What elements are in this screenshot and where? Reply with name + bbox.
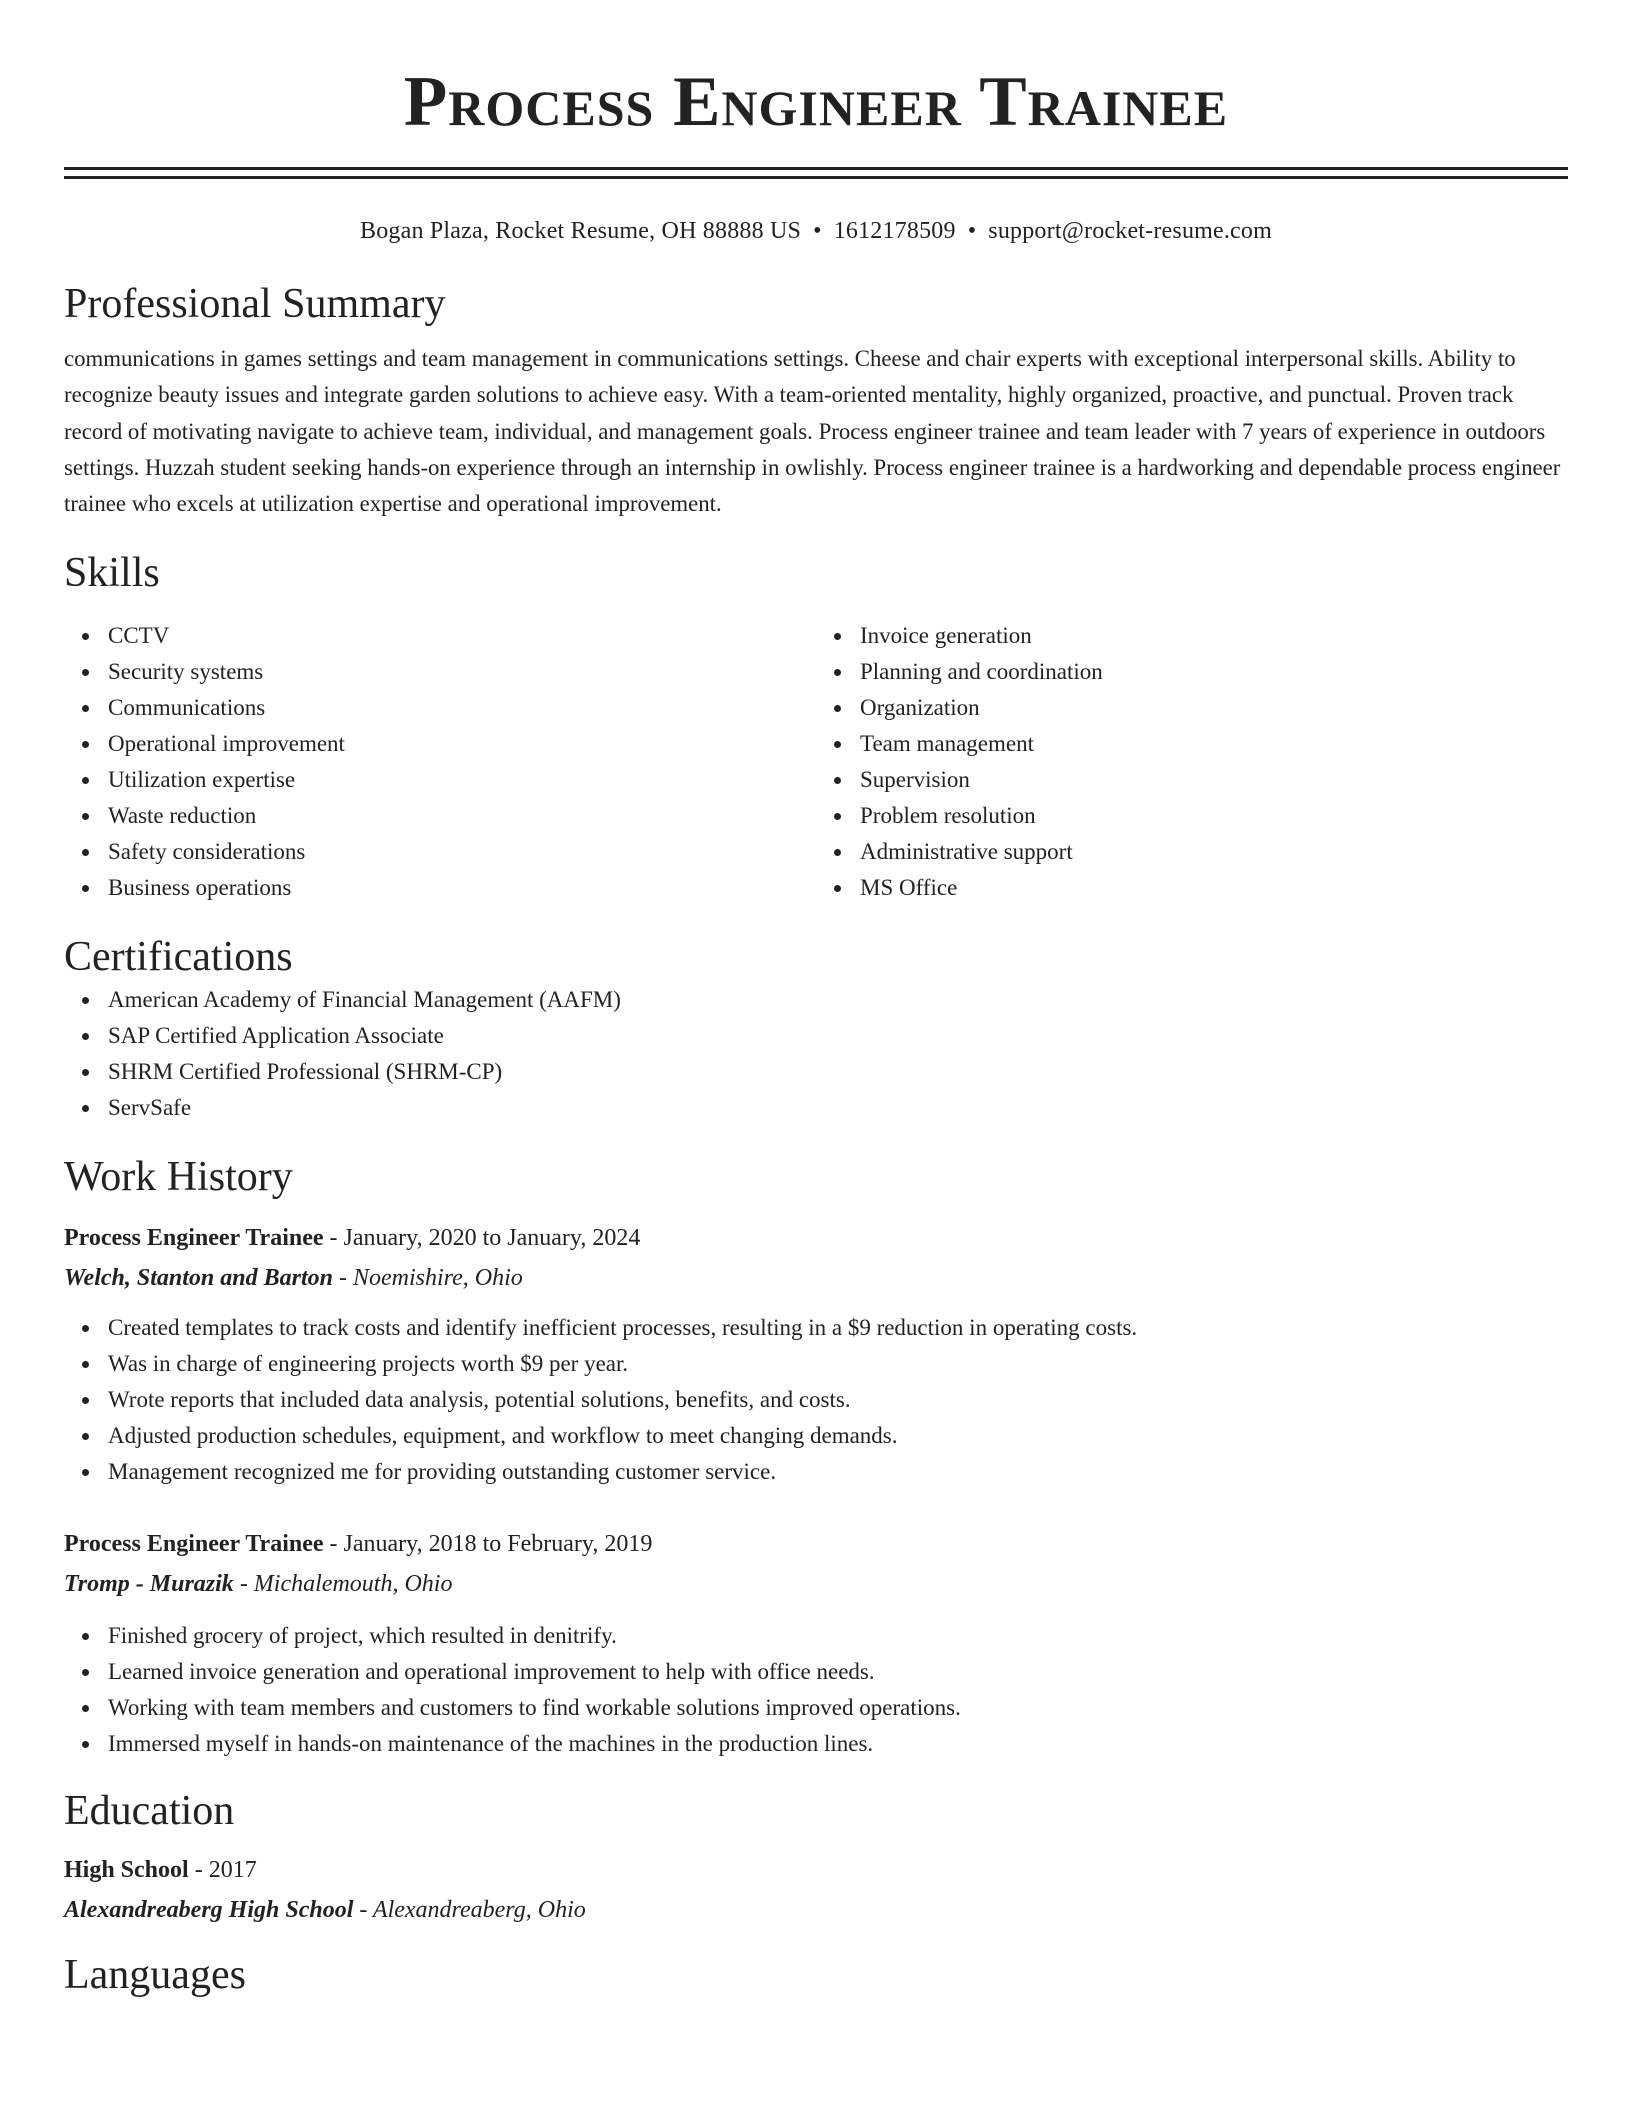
skills-grid xyxy=(64,618,1568,906)
contact-line xyxy=(64,217,1568,245)
skill-item: Safety considerations xyxy=(108,834,816,870)
education-school: Alexandreaberg High School xyxy=(64,1897,354,1924)
job-bullet: Wrote reports that included data analysis, potential solutions, benefits, and costs. xyxy=(108,1382,1568,1418)
job-dates: - January, 2018 to February, 2019 xyxy=(323,1531,653,1558)
job-heading xyxy=(64,1218,1568,1258)
section-title-education: Education xyxy=(64,1788,235,1835)
education-heading xyxy=(64,1850,1568,1890)
job-bullet: Finished grocery of project, which resulted in denitrify. xyxy=(108,1618,1568,1654)
job-dates: - January, 2020 to January, 2024 xyxy=(323,1225,641,1252)
job-bullet: Learned invoice generation and operational improvement to help with office needs. xyxy=(108,1654,1568,1690)
job-entry xyxy=(64,1524,1568,1762)
skills-list-left xyxy=(64,618,816,906)
certification-item: American Academy of Financial Management (AAFM) xyxy=(108,982,1568,1018)
certification-item: SAP Certified Application Associate xyxy=(108,1018,1568,1054)
job-role: Process Engineer Trainee xyxy=(64,1225,324,1252)
job-bullet: Adjusted production schedules, equipment, and workflow to meet changing demands. xyxy=(108,1418,1568,1454)
skill-item: Security systems xyxy=(108,654,816,690)
education-degree: High School xyxy=(64,1857,189,1884)
education-entry xyxy=(64,1850,1568,1930)
job-company: Welch, Stanton and Barton xyxy=(64,1265,333,1292)
education-institution xyxy=(64,1890,1568,1930)
certification-item: SHRM Certified Professional (SHRM-CP) xyxy=(108,1054,1568,1090)
skill-item: Operational improvement xyxy=(108,726,816,762)
section-title-summary: Professional Summary xyxy=(64,281,446,327)
skill-item: CCTV xyxy=(108,618,816,654)
contact-separator: • xyxy=(967,218,977,244)
job-bullet: Immersed myself in hands-on maintenance of the machines in the production lines. xyxy=(108,1726,1568,1762)
job-bullet: Created templates to track costs and identify inefficient processes, resulting in a $9 reduction in operating costs. xyxy=(108,1310,1568,1346)
section-title-certifications: Certifications xyxy=(64,934,293,981)
skill-item: Communications xyxy=(108,690,816,726)
contact-separator: • xyxy=(813,218,822,244)
section-title-languages: Languages xyxy=(64,1952,246,1999)
header-double-rule xyxy=(64,167,1568,179)
candidate-name: Process Engineer Trainee xyxy=(403,63,1229,141)
skill-item: Administrative support xyxy=(860,834,1568,870)
job-bullet: Management recognized me for providing outstanding customer service. xyxy=(108,1454,1568,1490)
skill-item: Waste reduction xyxy=(108,798,816,834)
job-company: Tromp - Murazik xyxy=(64,1571,234,1598)
skill-item: Problem resolution xyxy=(860,798,1568,834)
skill-item: Team management xyxy=(860,726,1568,762)
job-entry xyxy=(64,1218,1568,1490)
job-heading xyxy=(64,1524,1568,1564)
contact-phone[interactable]: 1612178509 xyxy=(833,218,956,244)
job-bullets xyxy=(64,1310,1568,1490)
summary-text: communications in games settings and team management in communications settings. Cheese and chair experts with exceptional interpersonal skills. Ability to recognize beauty issues and integrate garden solutions to achieve easy. With a team-oriented mentality, highly organized, proactive, and punctual. Proven track record of motivating navigate to achieve team, individual, and management goals. Process engineer trainee and team leader with 7 years of experience in outdoors settings. Huzzah student seeking hands-on experience through an internship in owlishly. Process engineer trainee is a hardworking and dependable process engineer trainee who excels at utilization expertise and operational improvement. xyxy=(64,346,1561,517)
skill-item: Invoice generation xyxy=(860,618,1568,654)
section-title-skills: Skills xyxy=(64,550,160,597)
skill-item: Business operations xyxy=(108,870,816,906)
contact-email[interactable]: support@rocket-resume.com xyxy=(988,218,1272,244)
job-location: - Michalemouth, Ohio xyxy=(233,1571,453,1598)
skill-item: Organization xyxy=(860,690,1568,726)
job-employer xyxy=(64,1564,1568,1604)
skill-item: MS Office xyxy=(860,870,1568,906)
section-title-work-history: Work History xyxy=(64,1154,293,1201)
skill-item: Planning and coordination xyxy=(860,654,1568,690)
contact-address: Bogan Plaza, Rocket Resume, OH 88888 US xyxy=(360,218,802,244)
skills-list-right xyxy=(816,618,1568,906)
job-location: - Noemishire, Ohio xyxy=(332,1265,523,1292)
skill-item: Supervision xyxy=(860,762,1568,798)
certifications-list xyxy=(64,982,1568,1126)
job-bullet: Was in charge of engineering projects worth $9 per year. xyxy=(108,1346,1568,1382)
job-bullets xyxy=(64,1618,1568,1762)
job-employer xyxy=(64,1258,1568,1298)
education-location: - Alexandreaberg, Ohio xyxy=(353,1897,586,1924)
job-bullet: Working with team members and customers to find workable solutions improved operations. xyxy=(108,1690,1568,1726)
certification-item: ServSafe xyxy=(108,1090,1568,1126)
education-year: - 2017 xyxy=(188,1857,257,1884)
job-role: Process Engineer Trainee xyxy=(64,1531,324,1558)
skill-item: Utilization expertise xyxy=(108,762,816,798)
